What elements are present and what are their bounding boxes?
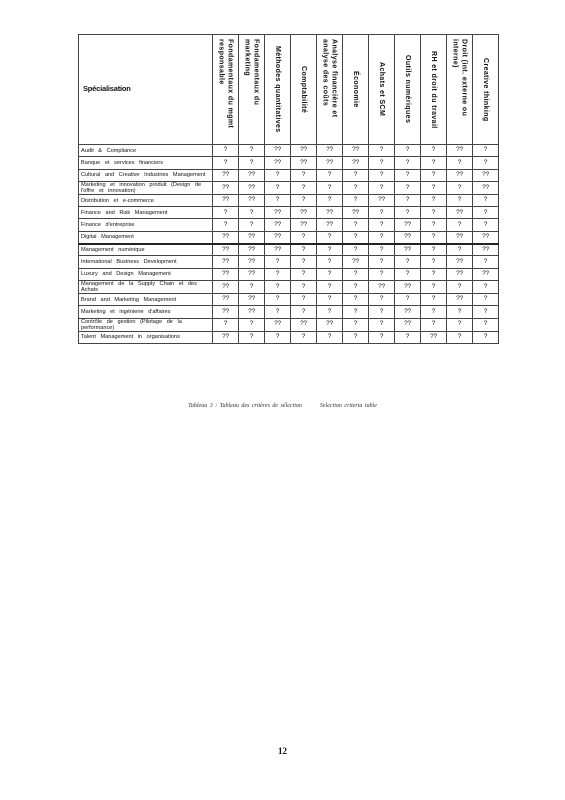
table-cell: ?: [395, 181, 421, 194]
table-cell: ??: [317, 145, 343, 157]
table-cell: ?: [473, 306, 499, 318]
table-cell: ?: [291, 268, 317, 280]
table-cell: ?: [343, 293, 369, 305]
table-row: [79, 181, 499, 194]
table-cell: ?: [291, 256, 317, 268]
table-cell: ??: [239, 181, 265, 194]
table-row: [79, 306, 499, 318]
column-header: [369, 35, 395, 145]
table-cell: ??: [447, 169, 473, 181]
table-cell: ?: [239, 280, 265, 293]
table-cell: ??: [239, 231, 265, 243]
table-cell: ?: [447, 244, 473, 256]
table-cell: ??: [291, 318, 317, 331]
table-cell: ?: [421, 318, 447, 331]
row-specialisation-label: Management de la Supply Chain et des Achats: [79, 280, 213, 293]
column-header: [317, 35, 343, 145]
table-cell: ?: [239, 331, 265, 343]
table-cell: ??: [239, 244, 265, 256]
table-cell: ?: [473, 331, 499, 343]
selection-criteria-table: [78, 34, 499, 344]
column-header-label: Droit (int. externe ou interne): [451, 39, 468, 117]
table-cell: ?: [265, 169, 291, 181]
table-cell: ?: [291, 231, 317, 243]
row-specialisation-label: Marketing et ingénierie d'affaires: [79, 306, 213, 318]
table-cell: ??: [447, 268, 473, 280]
table-cell: ?: [369, 231, 395, 243]
table-cell: ?: [265, 181, 291, 194]
table-cell: ??: [213, 244, 239, 256]
table-cell: ?: [447, 318, 473, 331]
table-cell: ??: [317, 157, 343, 169]
table-cell: ?: [317, 268, 343, 280]
table-cell: ?: [343, 306, 369, 318]
row-specialisation-label: Brand and Marketing Management: [79, 293, 213, 305]
table-cell: ??: [343, 256, 369, 268]
column-header-label: Méthodes quantitatives: [274, 46, 281, 133]
table-cell: ?: [343, 268, 369, 280]
caption-french: Tableau 3 : Tableau des critères de sélection: [188, 403, 302, 409]
table-cell: ??: [213, 331, 239, 343]
table-cell: ?: [421, 306, 447, 318]
table-cell: ?: [317, 231, 343, 243]
row-specialisation-label: Contrôle de gestion (Pilotage de la performance): [79, 318, 213, 331]
table-cell: ?: [421, 280, 447, 293]
column-header: [213, 35, 239, 145]
table-cell: ?: [343, 181, 369, 194]
table-cell: ??: [395, 231, 421, 243]
column-header-label: Fondamentaux du marketing: [243, 39, 260, 106]
table-cell: ?: [213, 145, 239, 157]
column-header-label: Comptabilité: [300, 65, 307, 114]
table-cell: ??: [265, 318, 291, 331]
table-row: [79, 331, 499, 343]
table-cell: ??: [343, 207, 369, 219]
table-cell: ?: [213, 318, 239, 331]
row-specialisation-label: Audit & Compliance: [79, 145, 213, 157]
table-cell: ?: [473, 157, 499, 169]
table-cell: ?: [317, 306, 343, 318]
table-cell: ?: [369, 244, 395, 256]
table-cell: ?: [369, 169, 395, 181]
table-cell: ?: [291, 244, 317, 256]
table-row: [79, 145, 499, 157]
column-header-label: Analyse financière et analyse des coûts: [321, 39, 338, 118]
table-row: [79, 157, 499, 169]
table-cell: ??: [265, 231, 291, 243]
table-cell: ??: [239, 268, 265, 280]
table-row: [79, 280, 499, 293]
row-specialisation-label: Distribution et e-commerce: [79, 194, 213, 206]
table-cell: ??: [213, 306, 239, 318]
row-specialisation-label: Finance d'entreprise: [79, 219, 213, 231]
table-cell: ?: [395, 194, 421, 206]
table-cell: ?: [369, 145, 395, 157]
row-specialisation-label: Management numérique: [79, 244, 213, 256]
table-cell: ??: [213, 256, 239, 268]
column-header: [239, 35, 265, 145]
table-cell: ?: [473, 280, 499, 293]
table-cell: ?: [421, 268, 447, 280]
table-cell: ?: [343, 331, 369, 343]
table-row: [79, 318, 499, 331]
page-number: 12: [278, 746, 287, 756]
column-header: [265, 35, 291, 145]
table-cell: ?: [343, 244, 369, 256]
table-cell: ?: [473, 256, 499, 268]
table-cell: ?: [369, 331, 395, 343]
table-cell: ??: [421, 331, 447, 343]
column-header-label: Fondamentaux du mgmt responsable: [217, 39, 234, 129]
table-cell: ?: [421, 244, 447, 256]
table-cell: ?: [265, 331, 291, 343]
column-header: [291, 35, 317, 145]
row-specialisation-label: Finance and Risk Management: [79, 207, 213, 219]
table-cell: ?: [369, 293, 395, 305]
table-cell: ?: [291, 306, 317, 318]
table-cell: ??: [265, 145, 291, 157]
table-cell: ??: [291, 219, 317, 231]
table-cell: ??: [239, 306, 265, 318]
column-header-label: Économie: [352, 71, 359, 108]
table-row: [79, 169, 499, 181]
table-cell: ?: [395, 256, 421, 268]
table-cell: ?: [395, 169, 421, 181]
table-cell: ?: [447, 194, 473, 206]
table-cell: ?: [239, 145, 265, 157]
table-cell: ?: [265, 293, 291, 305]
table-cell: ?: [291, 293, 317, 305]
table-cell: ?: [421, 219, 447, 231]
table-cell: ??: [369, 194, 395, 206]
table-cell: ?: [473, 219, 499, 231]
table-cell: ?: [421, 293, 447, 305]
table-cell: ?: [317, 194, 343, 206]
caption-english: Selection criteria table: [319, 403, 377, 409]
table-cell: ??: [291, 157, 317, 169]
table-cell: ?: [265, 194, 291, 206]
table-cell: ?: [369, 181, 395, 194]
table-cell: ?: [213, 219, 239, 231]
table-cell: ?: [421, 157, 447, 169]
table-cell: ??: [395, 219, 421, 231]
table-row: [79, 219, 499, 231]
table-cell: ?: [265, 280, 291, 293]
table-row: [79, 194, 499, 206]
table-cell: ?: [265, 306, 291, 318]
table-row: [79, 293, 499, 305]
table-cell: ?: [369, 256, 395, 268]
table-cell: ?: [317, 169, 343, 181]
table-cell: ??: [447, 231, 473, 243]
table-cell: ?: [317, 244, 343, 256]
table-row: [79, 244, 499, 256]
table-cell: ?: [395, 145, 421, 157]
table-cell: ?: [317, 256, 343, 268]
table-cell: ?: [343, 169, 369, 181]
table-cell: ?: [421, 145, 447, 157]
table-cell: ??: [395, 280, 421, 293]
table-cell: ??: [239, 256, 265, 268]
column-header-label: Creative thinking: [482, 57, 489, 122]
table-cell: ?: [369, 207, 395, 219]
table-cell: ?: [213, 157, 239, 169]
table-row: [79, 207, 499, 219]
table-cell: ?: [291, 181, 317, 194]
table-cell: ??: [265, 207, 291, 219]
row-specialisation-label: Talent Management in organisations: [79, 331, 213, 343]
column-header-label: Achats et SCM: [378, 62, 385, 117]
table-cell: ??: [291, 145, 317, 157]
table-cell: ?: [343, 280, 369, 293]
table-cell: ?: [317, 293, 343, 305]
table-cell: ?: [343, 194, 369, 206]
table-cell: ?: [239, 207, 265, 219]
table-cell: ??: [265, 219, 291, 231]
table-cell: ??: [395, 318, 421, 331]
column-header-label: Outils numériques: [404, 55, 411, 124]
table-cell: ??: [213, 169, 239, 181]
table-cell: ??: [343, 157, 369, 169]
table-cell: ?: [343, 219, 369, 231]
table-cell: ?: [291, 331, 317, 343]
table-cell: ??: [473, 181, 499, 194]
table-row: [79, 231, 499, 243]
table-cell: ?: [265, 268, 291, 280]
table-cell: ?: [447, 331, 473, 343]
table-cell: ??: [317, 219, 343, 231]
specialisation-header: Spécialisation: [79, 35, 213, 145]
table-cell: ??: [447, 293, 473, 305]
table-cell: ?: [265, 256, 291, 268]
table-cell: ?: [369, 306, 395, 318]
table-cell: ??: [265, 157, 291, 169]
table-cell: ?: [395, 293, 421, 305]
table-cell: ??: [369, 280, 395, 293]
table-cell: ?: [343, 231, 369, 243]
table-header-row: [79, 35, 499, 145]
column-header: [343, 35, 369, 145]
table-cell: ??: [213, 194, 239, 206]
table-cell: ?: [421, 194, 447, 206]
table-cell: ??: [213, 293, 239, 305]
table-cell: ?: [473, 318, 499, 331]
table-cell: ??: [473, 169, 499, 181]
table-cell: ?: [421, 207, 447, 219]
table-cell: ?: [369, 219, 395, 231]
table-cell: ??: [447, 145, 473, 157]
table-cell: ?: [369, 268, 395, 280]
table-cell: ?: [473, 194, 499, 206]
table-cell: ?: [447, 219, 473, 231]
table-cell: ??: [239, 169, 265, 181]
table-row: [79, 256, 499, 268]
table-cell: ??: [239, 293, 265, 305]
table-cell: ?: [317, 181, 343, 194]
table-cell: ?: [447, 157, 473, 169]
table-cell: ?: [473, 293, 499, 305]
table-cell: ?: [473, 145, 499, 157]
column-header: [421, 35, 447, 145]
table-cell: ??: [447, 256, 473, 268]
table-cell: ?: [447, 181, 473, 194]
table-cell: ?: [343, 318, 369, 331]
table-cell: ?: [447, 280, 473, 293]
row-specialisation-label: Digital Management: [79, 231, 213, 243]
row-specialisation-label: Cultural and Creative Industries Management: [79, 169, 213, 181]
table-cell: ??: [395, 244, 421, 256]
table-cell: ??: [473, 244, 499, 256]
table-cell: ?: [395, 331, 421, 343]
table-cell: ??: [447, 207, 473, 219]
column-header: [447, 35, 473, 145]
table-cell: ?: [421, 169, 447, 181]
table-cell: ?: [291, 194, 317, 206]
table-cell: ??: [213, 231, 239, 243]
table-cell: ?: [395, 207, 421, 219]
table-cell: ?: [239, 157, 265, 169]
table-cell: ?: [421, 231, 447, 243]
table-body: [79, 145, 499, 344]
row-specialisation-label: Banque et services financiers: [79, 157, 213, 169]
table-cell: ?: [317, 331, 343, 343]
table-cell: ??: [213, 181, 239, 194]
table-cell: ??: [317, 207, 343, 219]
table-cell: ??: [265, 244, 291, 256]
table-cell: ??: [317, 318, 343, 331]
table-cell: ?: [291, 280, 317, 293]
table-cell: ?: [421, 256, 447, 268]
table-cell: ?: [239, 219, 265, 231]
row-specialisation-label: International Business Development: [79, 256, 213, 268]
table-cell: ??: [291, 207, 317, 219]
row-specialisation-label: Luxury and Design Management: [79, 268, 213, 280]
table-cell: ?: [239, 318, 265, 331]
table-cell: ?: [291, 169, 317, 181]
table-cell: ??: [473, 268, 499, 280]
table-cell: ?: [395, 268, 421, 280]
table-cell: ??: [239, 194, 265, 206]
table-cell: ??: [213, 268, 239, 280]
table-cell: ?: [317, 280, 343, 293]
table-cell: ?: [395, 157, 421, 169]
table-cell: ?: [447, 306, 473, 318]
column-header: [395, 35, 421, 145]
table-cell: ?: [369, 157, 395, 169]
column-header: [473, 35, 499, 145]
row-specialisation-label: Marketing et innovation produit (Design de l'offre et innovation): [79, 181, 213, 194]
table-cell: ??: [213, 280, 239, 293]
table-cell: ?: [213, 207, 239, 219]
table-cell: ?: [369, 318, 395, 331]
table-cell: ??: [343, 145, 369, 157]
table-cell: ??: [473, 231, 499, 243]
table-cell: ?: [473, 207, 499, 219]
table-row: [79, 268, 499, 280]
table-cell: ??: [395, 306, 421, 318]
table-cell: ?: [421, 181, 447, 194]
column-header-label: RH et droit du travail: [430, 50, 437, 129]
table-caption: [0, 403, 565, 409]
